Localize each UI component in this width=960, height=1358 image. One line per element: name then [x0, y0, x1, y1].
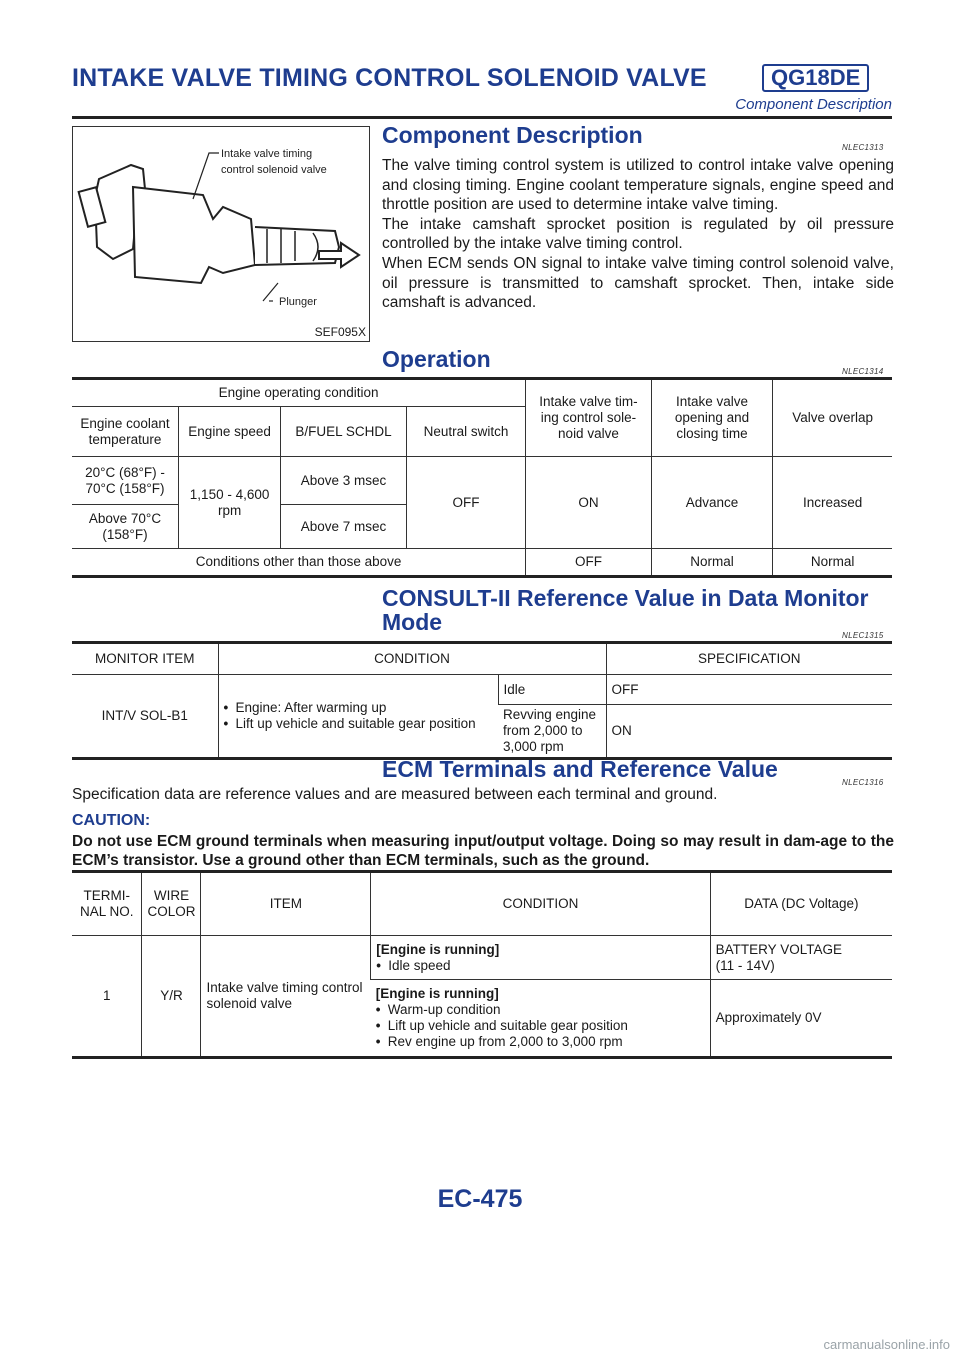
section-code: NLEC1316 — [842, 778, 884, 787]
condition-bullet: • Lift up vehicle and suitable gear position — [224, 716, 493, 732]
col-terminal: TERMI-NAL NO. — [72, 872, 142, 936]
component-description-heading: Component Description — [382, 122, 643, 148]
col-condition: CONDITION — [371, 872, 710, 936]
col-neutral: Neutral switch — [406, 407, 525, 457]
plunger-label: Plunger — [279, 296, 317, 308]
col-item: ITEM — [201, 872, 371, 936]
cell-revving: Revving engine from 2,000 to 3,000 rpm — [498, 705, 606, 759]
figure-id: SEF095X — [314, 325, 366, 339]
condition-bullet: • Engine: After warming up — [224, 700, 493, 716]
header-title: INTAKE VALVE TIMING CONTROL SOLENOID VALVE — [72, 64, 707, 92]
col-overlap: Valve overlap — [773, 379, 892, 457]
section-code: NLEC1314 — [842, 367, 884, 376]
section-code: NLEC1313 — [842, 143, 884, 152]
condition-title: [Engine is running] — [375, 986, 499, 1001]
condition-bullet: • Rev engine up from 2,000 to 3,000 rpm — [376, 1034, 705, 1050]
caution-text: Do not use ECM ground terminals when measuring input/output voltage. Doing so may result in dam-age to the ECM’s transistor. Use a ground other than ECM terminals, such as the ground. — [72, 833, 894, 869]
paragraph: The intake camshaft sprocket position is regulated by oil pressure controlled by the intake valve timing control. — [382, 215, 894, 253]
cell-wire: Y/R — [142, 936, 201, 1058]
data-line: BATTERY VOLTAGE — [715, 941, 842, 957]
cell-bfuel-2: Above 7 msec — [281, 505, 407, 549]
cell-solenoid-other: OFF — [526, 549, 652, 577]
group-header: Engine operating condition — [72, 379, 526, 407]
col-solenoid: Intake valve tim-ing control sole-noid valve — [526, 379, 652, 457]
cell-bfuel-1: Above 3 msec — [281, 457, 407, 505]
col-speed: Engine speed — [178, 407, 280, 457]
condition-title: [Engine is running] — [376, 941, 500, 957]
operation-heading: Operation — [382, 346, 491, 372]
cell-timing: Advance — [651, 457, 772, 549]
cell-neutral: OFF — [406, 457, 525, 549]
consult-heading — [382, 586, 869, 634]
data-line: (11 - 14V) — [715, 957, 775, 973]
ecm-table — [72, 870, 892, 1059]
cell-terminal: 1 — [72, 936, 142, 1058]
cell-data-zero: Approximately 0V — [710, 980, 892, 1058]
condition-bullet: • Warm-up condition — [376, 1002, 705, 1018]
page-header — [72, 58, 892, 116]
col-temp: Engine coolant temperature — [72, 407, 178, 457]
cell-temp-2: Above 70°C (158°F) — [72, 505, 178, 549]
col-bfuel: B/FUEL SCHDL — [281, 407, 407, 457]
cell-monitor-item: INT/V SOL-B1 — [72, 675, 218, 759]
header-subtitle: Component Description — [735, 96, 892, 113]
page-number: EC-475 — [437, 1185, 523, 1213]
cell-other-conditions: Conditions other than those above — [72, 549, 526, 577]
cell-temp-1: 20°C (68°F) - 70°C (158°F) — [72, 457, 178, 505]
paragraph: When ECM sends ON signal to intake valve timing control solenoid valve, oil pressure is transmitted to camshaft sprocket. Then, intake side camshaft is advanced. — [382, 254, 894, 312]
cell-speed: 1,150 - 4,600 rpm — [178, 457, 280, 549]
col-wire: WIRE COLOR — [142, 872, 201, 936]
col-monitor-item: MONITOR ITEM — [72, 643, 218, 675]
condition-bullet: • Idle speed — [376, 958, 704, 974]
solenoid-label-line1: Intake valve timing — [221, 148, 313, 160]
cell-data-battery — [710, 936, 892, 980]
cell-condition-warm — [371, 980, 710, 1058]
consult-heading-line1: CONSULT-II Reference Value in Data Monitor — [382, 585, 869, 611]
col-specification: SPECIFICATION — [606, 643, 892, 675]
cell-conditions — [218, 675, 498, 759]
ecm-heading: ECM Terminals and Reference Value — [382, 756, 778, 782]
col-data: DATA (DC Voltage) — [710, 872, 892, 936]
cell-solenoid: ON — [526, 457, 652, 549]
cell-timing-other: Normal — [651, 549, 772, 577]
engine-badge: QG18DE — [762, 64, 869, 92]
col-timing: Intake valve opening and closing time — [651, 379, 772, 457]
solenoid-figure — [72, 126, 370, 342]
cell-spec-off: OFF — [606, 675, 892, 705]
solenoid-valve-illustration — [73, 127, 369, 341]
section-code: NLEC1315 — [842, 631, 884, 640]
cell-condition-idle — [371, 936, 710, 980]
operation-table — [72, 377, 892, 578]
component-description-text — [382, 156, 894, 313]
caution-heading: CAUTION: — [72, 812, 151, 829]
condition-bullet: • Lift up vehicle and suitable gear position — [376, 1018, 705, 1034]
cell-spec-on: ON — [606, 705, 892, 759]
cell-idle: Idle — [498, 675, 606, 705]
col-condition: CONDITION — [218, 643, 606, 675]
solenoid-label-line2: control solenoid valve — [221, 164, 327, 176]
paragraph: The valve timing control system is utilized to control intake valve opening and closing timing. Engine coolant temperature signals, engine speed and throttle position are used to determine intake valve timing. — [382, 157, 894, 214]
consult-heading-line2: Mode — [382, 609, 443, 635]
header-rule — [72, 116, 892, 119]
cell-item: Intake valve timing control solenoid valve — [201, 936, 371, 1058]
site-watermark[interactable]: carmanualsonline.info — [823, 1337, 950, 1352]
ecm-intro: Specification data are reference values and are measured between each terminal and ground. — [72, 786, 718, 803]
cell-overlap: Increased — [773, 457, 892, 549]
cell-overlap-other: Normal — [773, 549, 892, 577]
consult-table — [72, 641, 892, 760]
